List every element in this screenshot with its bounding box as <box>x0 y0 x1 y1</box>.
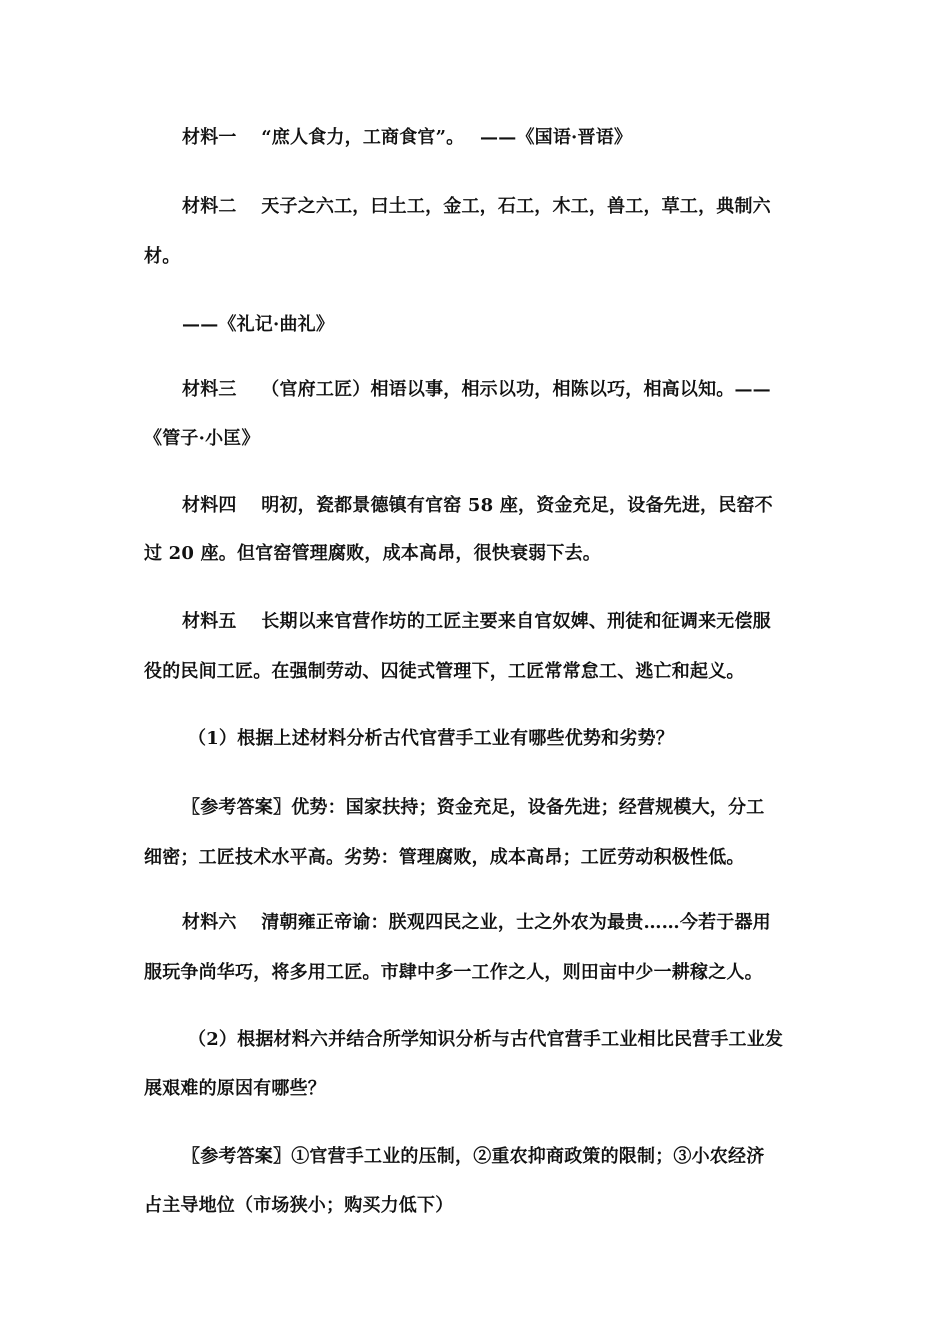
material-2-source: ——《礼记·曲礼》 <box>182 314 335 335</box>
material-3-line-2: 《管子·小匡》 <box>144 428 260 449</box>
material-4-line-1: 材料四 明初，瓷都景德镇有官窑 58 座，资金充足，设备先进，民窑不 <box>182 495 773 516</box>
material-4-line-2: 过 20 座。但官窑管理腐败，成本高昂，很快衰弱下去。 <box>144 543 601 564</box>
question-2-line-2: 展艰难的原因有哪些？ <box>144 1078 326 1099</box>
material-3-line-1: 材料三 （官府工匠）相语以事，相示以功，相陈以巧，相高以知。—— <box>182 379 771 400</box>
answer-1-line-2: 细密；工匠技术水平高。劣势：管理腐败，成本高昂；工匠劳动积极性低。 <box>144 847 745 868</box>
material-5-line-1: 材料五 长期以来官营作坊的工匠主要来自官奴婢、刑徒和征调来无偿服 <box>182 611 771 632</box>
material-6-line-1: 材料六 清朝雍正帝谕：朕观四民之业，士之外农为最贵……今若于器用 <box>182 912 771 933</box>
answer-2-line-2: 占主导地位（市场狭小；购买力低下） <box>144 1195 454 1216</box>
material-2-line-1: 材料二 天子之六工，曰土工，金工，石工，木工，兽工，草工，典制六 <box>182 196 771 217</box>
question-2-line-1: （2）根据材料六并结合所学知识分析与古代官营手工业相比民营手工业发 <box>188 1029 784 1050</box>
question-1: （1）根据上述材料分析古代官营手工业有哪些优势和劣势？ <box>188 728 674 749</box>
material-5-line-2: 役的民间工匠。在强制劳动、囚徒式管理下，工匠常常怠工、逃亡和起义。 <box>144 661 745 682</box>
answer-2-line-1: 〖参考答案〗①官营手工业的压制，②重农抑商政策的限制；③小农经济 <box>182 1146 765 1167</box>
answer-1-line-1: 〖参考答案〗优势：国家扶持；资金充足，设备先进；经营规模大，分工 <box>182 797 765 818</box>
material-2-line-2: 材。 <box>144 246 181 267</box>
material-1-line: 材料一 “庶人食力，工商食官”。 ——《国语·晋语》 <box>182 127 633 148</box>
material-6-line-2: 服玩争尚华巧，将多用工匠。市肆中多一工作之人，则田亩中少一耕稼之人。 <box>144 962 763 983</box>
